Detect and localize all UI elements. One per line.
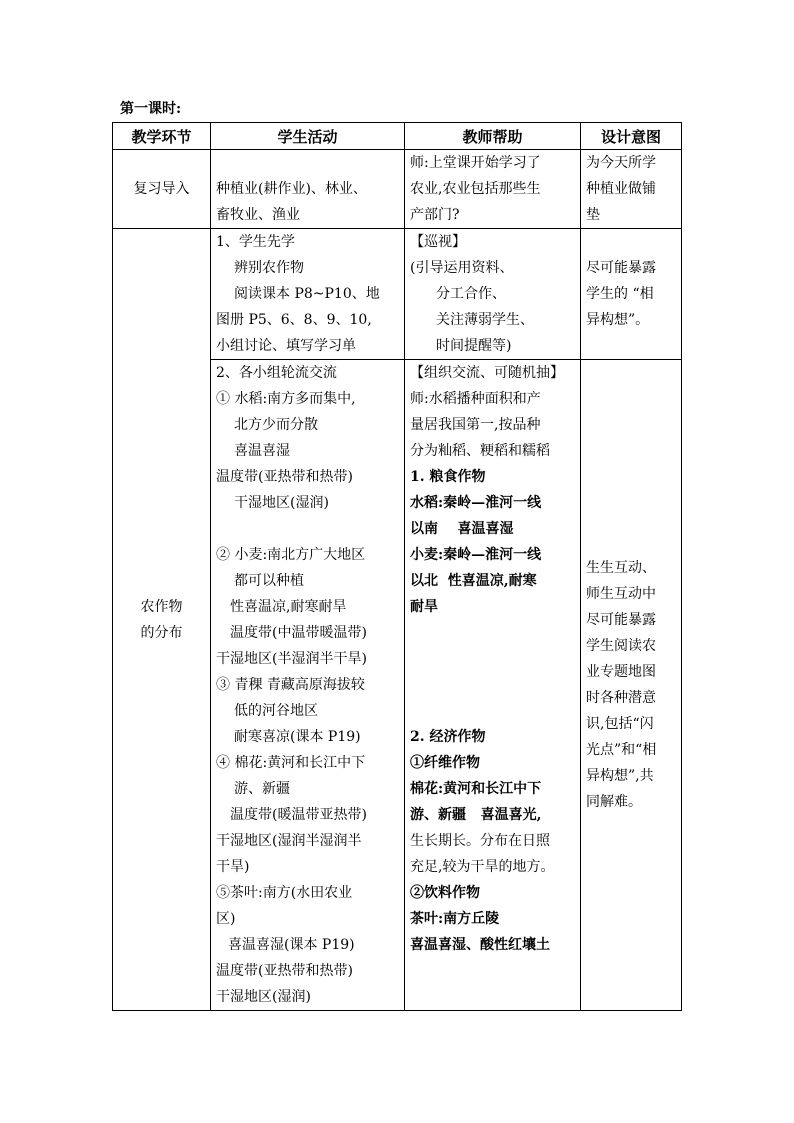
text-line: 学生的 “相	[586, 286, 654, 302]
text-line: 干湿地区(半湿润半干旱)	[216, 651, 367, 667]
text-line: 喜温喜湿	[234, 443, 290, 459]
text-line: 温度带(亚热带和热带)	[216, 963, 353, 979]
header-design-intent: 设计意图	[581, 123, 682, 150]
text-line: 生生互动、	[586, 560, 656, 576]
text-line: 喜温喜湿、酸性红壤土	[410, 937, 550, 953]
text-line: ② 小麦:南北方广大地区	[216, 547, 366, 563]
text-line: 干湿地区(湿润)	[234, 495, 329, 511]
text-line: 茶叶:南方丘陵	[410, 911, 500, 927]
text-line: 尽可能暴露	[586, 612, 656, 628]
text-line: 【组织交流、可随机抽】	[410, 365, 564, 381]
student-self-study	[211, 229, 405, 360]
text-line: 以北 性喜温凉,耐寒	[410, 573, 537, 589]
text-line: 生长期长。分布在日照	[410, 833, 550, 849]
text-line: (引导运用资料、	[410, 260, 514, 276]
text-line: 游、新疆 喜温喜光,	[410, 807, 542, 823]
intent-review	[581, 150, 682, 229]
text-line: 尽可能暴露	[586, 260, 656, 276]
text-line: 种植业做铺	[586, 181, 656, 197]
text-line: 量居我国第一,按品种	[410, 417, 541, 433]
text-line: 性喜温凉,耐寒耐旱	[230, 599, 347, 615]
lesson-plan-table	[112, 122, 682, 1011]
text-line: ③ 青稞 青藏高原海拔较	[216, 677, 365, 693]
text-line: 低的河谷地区	[234, 703, 318, 719]
intent-exchange	[581, 360, 682, 1011]
text-line: ①纤维作物	[410, 755, 480, 771]
text-line: 分工合作、	[436, 286, 506, 302]
lesson-title: 第一课时:	[120, 101, 182, 117]
text-line: 为今天所学	[586, 155, 656, 171]
header-student-activity: 学生活动	[211, 123, 405, 150]
intent-self-study	[581, 229, 682, 360]
text-line: 光点”和“相	[586, 742, 657, 758]
text-line: 干旱)	[216, 859, 250, 875]
text-line: 1、学生先学	[216, 234, 295, 250]
stage-crop-distribution: 农作物 的分布	[113, 229, 211, 1011]
text-line: 种植业(耕作业)、林业、	[216, 181, 367, 197]
text-line: ① 水稻:南方多而集中,	[216, 391, 356, 407]
text-line: 阅读课本 P8~P10、地	[234, 286, 380, 302]
text-line: 识,包括“闪	[586, 716, 654, 732]
text-line: 产部门?	[410, 207, 460, 223]
text-line: 辨别农作物	[234, 260, 304, 276]
text-line: 师生互动中	[586, 586, 656, 602]
text-line: 师:水稻播种面积和产	[410, 391, 541, 407]
text-line: 游、新疆	[234, 781, 290, 797]
text-line: 耐旱	[410, 599, 438, 615]
text-line: 干湿地区(湿润半湿润半	[216, 833, 362, 849]
text-line: 温度带(中温带暖温带)	[230, 625, 367, 641]
text-line: 都可以种植	[234, 573, 304, 589]
stage-review: 复习导入	[113, 150, 211, 229]
text-line: 耐寒喜凉(课本 P19)	[234, 729, 361, 745]
teacher-exchange	[405, 360, 581, 1011]
student-review	[211, 150, 405, 229]
text-line: 棉花:黄河和长江中下	[410, 781, 542, 797]
text-line: ⑤茶叶:南方(水田农业	[216, 885, 353, 901]
text-line: 喜温喜湿(课本 P19)	[228, 937, 355, 953]
text-line: 2. 经济作物	[410, 729, 486, 745]
text-line: 同解难。	[586, 794, 642, 810]
text-line: 2、各小组轮流交流	[216, 365, 337, 381]
text-line: 垫	[586, 207, 600, 223]
text-line: 以南 喜温喜湿	[410, 521, 514, 537]
table-row-self-study	[113, 229, 682, 360]
text-line: 充足,较为干旱的地方。	[410, 859, 555, 875]
text-line: 水稻:秦岭—淮河一线	[410, 495, 542, 511]
table-header-row	[113, 123, 682, 150]
text-line: 1. 粮食作物	[410, 469, 486, 485]
text-line: 异构想”,共	[586, 768, 654, 784]
text-line: 图册 P5、6、8、9、10,	[216, 312, 372, 328]
text-line: 师:上堂课开始学习了	[410, 155, 541, 171]
text-line: 北方少而分散	[234, 417, 318, 433]
table-row-review	[113, 150, 682, 229]
text-line: 干湿地区(湿润)	[216, 989, 311, 1005]
text-line: 时间提醒等)	[436, 338, 512, 354]
text-line: ②饮料作物	[410, 885, 480, 901]
text-line: 温度带(暖温带亚热带)	[230, 807, 367, 823]
text-line: 【巡视】	[410, 234, 466, 250]
text-line: 时各种潜意	[586, 690, 656, 706]
text-line: 分为籼稻、粳稻和糯稻	[410, 443, 550, 459]
text-line: 农业,农业包括那些生	[410, 181, 541, 197]
text-line: 区)	[216, 911, 236, 927]
header-stage: 教学环节	[113, 123, 211, 150]
student-exchange	[211, 360, 405, 1011]
text-line: ④ 棉花:黄河和长江中下	[216, 755, 366, 771]
header-teacher-help: 教师帮助	[405, 123, 581, 150]
text-line: 小麦:秦岭—淮河一线	[410, 547, 542, 563]
text-line: 畜牧业、渔业	[216, 207, 300, 223]
text-line: 学生阅读农	[586, 638, 656, 654]
text-line: 异构想”。	[586, 312, 650, 328]
text-line: 关注薄弱学生、	[436, 312, 534, 328]
teacher-review	[405, 150, 581, 229]
text-line: 业专题地图	[586, 664, 656, 680]
text-line: 小组讨论、填写学习单	[216, 338, 356, 354]
text-line: 温度带(亚热带和热带)	[216, 469, 353, 485]
teacher-self-study	[405, 229, 581, 360]
